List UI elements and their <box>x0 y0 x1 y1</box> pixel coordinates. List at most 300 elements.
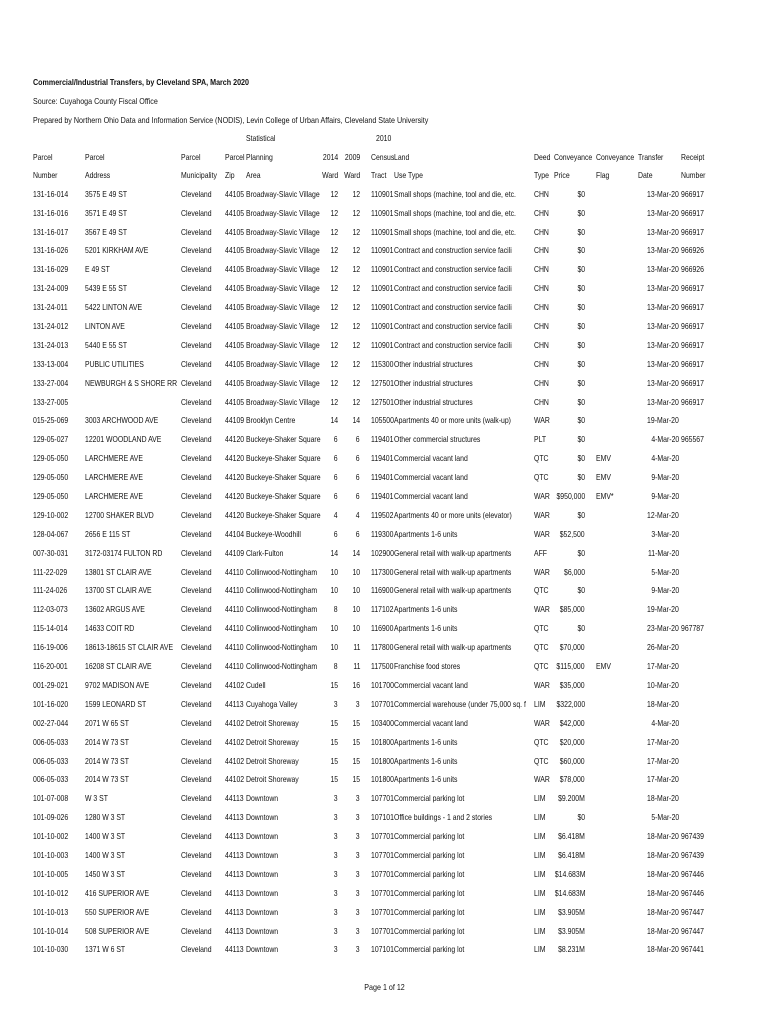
deed-type-cell: WAR <box>534 567 550 577</box>
land-use-cell: Commercial parking lot <box>394 945 465 955</box>
table-header-row-3 <box>33 167 733 186</box>
address-cell: 1280 W 3 ST <box>85 813 126 823</box>
deed-type-cell: LIM <box>534 888 546 898</box>
municipality-cell: Cleveland <box>181 869 212 879</box>
conveyance-price-cell: $9.200M <box>558 794 585 804</box>
parcel-number-cell: 131-16-014 <box>33 189 69 199</box>
planning-area-cell: Cudell <box>246 680 266 690</box>
conveyance-price-cell: $0 <box>577 397 585 407</box>
ward-2009-cell: 3 <box>356 794 360 804</box>
conveyance-price-cell: $0 <box>577 473 585 483</box>
receipt-number-cell: 967446 <box>681 869 704 879</box>
deed-type-cell: LIM <box>534 813 546 823</box>
planning-area-cell: Downtown <box>246 945 279 955</box>
municipality-cell: Cleveland <box>181 737 212 747</box>
transfer-date-cell: 19-Mar-20 <box>647 416 679 426</box>
zip-cell: 44110 <box>225 662 244 672</box>
address-cell: 1450 W 3 ST <box>85 869 126 879</box>
census-tract-cell: 117102 <box>371 605 394 615</box>
ward-2009-cell: 15 <box>352 756 360 766</box>
table-row <box>33 923 733 942</box>
conveyance-price-cell: $35,000 <box>560 680 585 690</box>
transfer-date-cell: 18-Mar-20 <box>647 907 679 917</box>
table-row <box>33 620 733 639</box>
parcel-number-cell: 129-05-050 <box>33 473 69 483</box>
column-header: Census <box>371 152 395 162</box>
address-cell: 2014 W 73 ST <box>85 775 129 785</box>
ward-2014-cell: 15 <box>330 737 338 747</box>
table-row <box>33 809 733 828</box>
ward-2014-cell: 10 <box>330 567 338 577</box>
census-tract-cell: 110901 <box>371 303 394 313</box>
planning-area-cell: Buckeye-Woodhill <box>246 529 301 539</box>
municipality-cell: Cleveland <box>181 586 212 596</box>
ward-2009-cell: 12 <box>352 189 360 199</box>
deed-type-cell: LIM <box>534 945 546 955</box>
planning-area-cell: Buckeye-Shaker Square <box>246 435 321 445</box>
conveyance-price-cell: $0 <box>577 322 585 332</box>
deed-type-cell: CHN <box>534 303 549 313</box>
parcel-number-cell: 131-24-011 <box>33 303 68 313</box>
ward-2014-cell: 12 <box>330 265 338 275</box>
parcel-number-cell: 006-05-033 <box>33 775 69 785</box>
land-use-cell: Commercial parking lot <box>394 907 465 917</box>
transfer-date-cell: 13-Mar-20 <box>647 359 679 369</box>
ward-2014-cell: 6 <box>334 454 338 464</box>
transfer-date-cell: 18-Mar-20 <box>647 926 679 936</box>
land-use-cell: Commercial parking lot <box>394 850 465 860</box>
census-tract-cell: 117300 <box>371 567 394 577</box>
deed-type-cell: CHN <box>534 189 549 199</box>
parcel-number-cell: 006-05-033 <box>33 737 69 747</box>
address-cell: 13700 ST CLAIR AVE <box>85 586 152 596</box>
column-header: Zip <box>225 171 235 181</box>
table-row <box>33 564 733 583</box>
receipt-number-cell: 966917 <box>681 208 704 218</box>
parcel-number-cell: 101-10-012 <box>33 888 69 898</box>
zip-cell: 44105 <box>225 340 245 350</box>
address-cell: 550 SUPERIOR AVE <box>85 907 150 917</box>
transfer-date-cell: 9-Mar-20 <box>651 492 679 502</box>
planning-area-cell: Cuyahoga Valley <box>246 699 298 709</box>
transfer-date-cell: 17-Mar-20 <box>647 662 679 672</box>
conveyance-price-cell: $0 <box>577 624 585 634</box>
address-cell: 9702 MADISON AVE <box>85 680 150 690</box>
parcel-number-cell: 101-10-002 <box>33 832 69 842</box>
planning-area-cell: Downtown <box>246 813 279 823</box>
column-header: Municipality <box>181 171 217 181</box>
conveyance-price-cell: $78,000 <box>560 775 585 785</box>
deed-type-cell: WAR <box>534 718 550 728</box>
conveyance-price-cell: $14.683M <box>554 888 585 898</box>
ward-2009-cell: 12 <box>352 208 360 218</box>
ward-2014-cell: 3 <box>334 832 338 842</box>
planning-area-cell: Broadway-Slavic Village <box>246 265 320 275</box>
municipality-cell: Cleveland <box>181 322 212 332</box>
ward-2014-cell: 3 <box>334 869 338 879</box>
table-row <box>33 224 733 243</box>
receipt-number-cell: 966917 <box>681 303 704 313</box>
deed-type-cell: LIM <box>534 699 546 709</box>
deed-type-cell: LIM <box>534 907 546 917</box>
conveyance-price-cell: $52,500 <box>560 529 585 539</box>
transfer-date-cell: 3-Mar-20 <box>651 529 679 539</box>
conveyance-price-cell: $0 <box>577 189 585 199</box>
ward-2014-cell: 15 <box>330 718 338 728</box>
address-cell: 13801 ST CLAIR AVE <box>85 567 152 577</box>
column-header: Deed <box>534 152 551 162</box>
receipt-number-cell: 966917 <box>681 189 704 199</box>
column-header: Parcel <box>33 152 53 162</box>
land-use-cell: Contract and construction service facili <box>394 340 512 350</box>
land-use-cell: Small shops (machine, tool and die, etc. <box>394 189 516 199</box>
planning-area-cell: Collinwood-Nottingham <box>246 662 318 672</box>
address-cell: NEWBURGH & S SHORE RR <box>85 378 178 388</box>
municipality-cell: Cleveland <box>181 756 212 766</box>
land-use-cell: Apartments 1-6 units <box>394 605 458 615</box>
address-cell: LARCHMERE AVE <box>85 492 143 502</box>
zip-cell: 44113 <box>225 850 244 860</box>
address-cell: 5439 E 55 ST <box>85 284 128 294</box>
conveyance-price-cell: $0 <box>577 227 585 237</box>
transfer-date-cell: 9-Mar-20 <box>651 586 679 596</box>
address-cell: 1599 LEONARD ST <box>85 699 147 709</box>
table-header-row-1 <box>33 130 733 149</box>
transfer-date-cell: 5-Mar-20 <box>651 567 679 577</box>
receipt-number-cell: 965567 <box>681 435 704 445</box>
census-tract-cell: 110901 <box>371 284 394 294</box>
municipality-cell: Cleveland <box>181 567 212 577</box>
ward-2014-cell: 10 <box>330 586 338 596</box>
municipality-cell: Cleveland <box>181 303 212 313</box>
planning-area-cell: Broadway-Slavic Village <box>246 359 320 369</box>
census-tract-cell: 101800 <box>371 756 394 766</box>
census-tract-cell: 119300 <box>371 529 394 539</box>
zip-cell: 44113 <box>225 945 244 955</box>
municipality-cell: Cleveland <box>181 680 212 690</box>
planning-area-cell: Detroit Shoreway <box>246 775 299 785</box>
column-header: Conveyance <box>554 152 593 162</box>
table-row <box>33 431 733 450</box>
municipality-cell: Cleveland <box>181 397 212 407</box>
table-row <box>33 375 733 394</box>
zip-cell: 44105 <box>225 284 245 294</box>
table-row <box>33 412 733 431</box>
conveyance-price-cell: $0 <box>577 246 585 256</box>
ward-2009-cell: 3 <box>356 813 360 823</box>
ward-2014-cell: 6 <box>334 529 338 539</box>
deed-type-cell: CHN <box>534 397 549 407</box>
conveyance-price-cell: $60,000 <box>560 756 585 766</box>
municipality-cell: Cleveland <box>181 775 212 785</box>
parcel-number-cell: 101-09-026 <box>33 813 69 823</box>
municipality-cell: Cleveland <box>181 605 212 615</box>
zip-cell: 44102 <box>225 680 245 690</box>
ward-2014-cell: 15 <box>330 756 338 766</box>
conveyance-price-cell: $6.418M <box>558 850 585 860</box>
ward-2014-cell: 10 <box>330 643 338 653</box>
deed-type-cell: WAR <box>534 492 550 502</box>
address-cell: 3003 ARCHWOOD AVE <box>85 416 159 426</box>
zip-cell: 44105 <box>225 359 245 369</box>
transfer-date-cell: 4-Mar-20 <box>651 435 679 445</box>
column-header: Price <box>554 171 570 181</box>
deed-type-cell: WAR <box>534 510 550 520</box>
census-tract-cell: 107701 <box>371 926 394 936</box>
zip-cell: 44102 <box>225 737 245 747</box>
ward-2014-cell: 3 <box>334 945 338 955</box>
zip-cell: 44113 <box>225 813 244 823</box>
ward-2009-cell: 11 <box>352 662 360 672</box>
column-header: 2009 <box>344 152 360 162</box>
conveyance-price-cell: $3.905M <box>558 907 585 917</box>
parcel-number-cell: 101-07-008 <box>33 794 69 804</box>
ward-2014-cell: 12 <box>330 227 338 237</box>
ward-2014-cell: 12 <box>330 303 338 313</box>
census-tract-cell: 110901 <box>371 265 394 275</box>
transfer-date-cell: 13-Mar-20 <box>647 227 679 237</box>
census-tract-cell: 127501 <box>371 378 394 388</box>
planning-area-cell: Broadway-Slavic Village <box>246 246 320 256</box>
transfer-date-cell: 13-Mar-20 <box>647 303 679 313</box>
ward-2009-cell: 12 <box>352 265 360 275</box>
ward-2009-cell: 12 <box>352 359 360 369</box>
transfer-date-cell: 18-Mar-20 <box>647 832 679 842</box>
land-use-cell: Contract and construction service facili <box>394 322 512 332</box>
census-tract-cell: 116900 <box>371 624 394 634</box>
zip-cell: 44102 <box>225 775 245 785</box>
transfer-date-cell: 13-Mar-20 <box>647 265 679 275</box>
deed-type-cell: QTC <box>534 624 549 634</box>
ward-2014-cell: 3 <box>334 926 338 936</box>
parcel-number-cell: 131-16-026 <box>33 246 69 256</box>
transfer-date-cell: 13-Mar-20 <box>647 208 679 218</box>
ward-2014-cell: 3 <box>334 907 338 917</box>
planning-area-cell: Collinwood-Nottingham <box>246 605 318 615</box>
planning-area-cell: Detroit Shoreway <box>246 718 299 728</box>
ward-2014-cell: 15 <box>330 775 338 785</box>
conveyance-price-cell: $0 <box>577 359 585 369</box>
census-tract-cell: 101800 <box>371 737 394 747</box>
ward-2014-cell: 4 <box>334 510 338 520</box>
address-cell: 13602 ARGUS AVE <box>85 605 145 615</box>
address-cell: 1400 W 3 ST <box>85 850 126 860</box>
receipt-number-cell: 967439 <box>681 832 704 842</box>
transfer-date-cell: 13-Mar-20 <box>647 340 679 350</box>
column-header: Parcel <box>85 152 105 162</box>
parcel-number-cell: 131-16-029 <box>33 265 69 275</box>
table-row <box>33 582 733 601</box>
conveyance-price-cell: $115,000 <box>556 662 585 672</box>
land-use-cell: Apartments 40 or more units (walk-up) <box>394 416 511 426</box>
land-use-cell: Other industrial structures <box>394 397 473 407</box>
transfer-date-cell: 18-Mar-20 <box>647 888 679 898</box>
conveyance-flag-cell: EMV <box>596 454 611 464</box>
parcel-number-cell: 133-27-005 <box>33 397 69 407</box>
column-header: Transfer <box>638 152 664 162</box>
page-number: Page 1 of 12 <box>364 982 406 992</box>
zip-cell: 44113 <box>225 926 244 936</box>
ward-2009-cell: 12 <box>352 227 360 237</box>
census-tract-cell: 110901 <box>371 208 394 218</box>
ward-2014-cell: 14 <box>330 416 338 426</box>
transfer-date-cell: 4-Mar-20 <box>651 718 679 728</box>
census-tract-cell: 119401 <box>371 435 394 445</box>
municipality-cell: Cleveland <box>181 284 212 294</box>
municipality-cell: Cleveland <box>181 378 212 388</box>
ward-2009-cell: 15 <box>352 718 360 728</box>
zip-cell: 44110 <box>225 567 244 577</box>
ward-2009-cell: 12 <box>352 378 360 388</box>
ward-2009-cell: 10 <box>352 624 360 634</box>
column-header: Land <box>394 152 410 162</box>
zip-cell: 44113 <box>225 699 244 709</box>
ward-2009-cell: 15 <box>352 737 360 747</box>
zip-cell: 44120 <box>225 492 245 502</box>
land-use-cell: Apartments 1-6 units <box>394 529 458 539</box>
receipt-number-cell: 966917 <box>681 378 704 388</box>
address-cell: 3567 E 49 ST <box>85 227 128 237</box>
ward-2014-cell: 3 <box>334 813 338 823</box>
planning-area-cell: Buckeye-Shaker Square <box>246 510 321 520</box>
conveyance-price-cell: $322,000 <box>556 699 585 709</box>
ward-2014-cell: 12 <box>330 322 338 332</box>
receipt-number-cell: 967447 <box>681 926 704 936</box>
parcel-number-cell: 112-03-073 <box>33 605 68 615</box>
address-cell: W 3 ST <box>85 794 108 804</box>
transfer-date-cell: 13-Mar-20 <box>647 322 679 332</box>
land-use-cell: General retail with walk-up apartments <box>394 586 512 596</box>
column-header: Receipt <box>681 152 705 162</box>
receipt-number-cell: 966917 <box>681 284 704 294</box>
column-header: Statistical <box>246 134 276 143</box>
address-cell: 416 SUPERIOR AVE <box>85 888 150 898</box>
planning-area-cell: Broadway-Slavic Village <box>246 322 320 332</box>
transfer-date-cell: 11-Mar-20 <box>647 548 679 558</box>
municipality-cell: Cleveland <box>181 926 212 936</box>
transfer-date-cell: 4-Mar-20 <box>651 454 679 464</box>
parcel-number-cell: 101-10-030 <box>33 945 69 955</box>
transfer-date-cell: 18-Mar-20 <box>647 794 679 804</box>
census-tract-cell: 117800 <box>371 643 394 653</box>
address-cell: 1371 W 6 ST <box>85 945 126 955</box>
deed-type-cell: QTC <box>534 662 549 672</box>
deed-type-cell: LIM <box>534 926 546 936</box>
census-tract-cell: 110901 <box>371 227 394 237</box>
planning-area-cell: Buckeye-Shaker Square <box>246 492 321 502</box>
parcel-number-cell: 133-27-004 <box>33 378 69 388</box>
zip-cell: 44120 <box>225 454 245 464</box>
receipt-number-cell: 966917 <box>681 227 704 237</box>
address-cell: 12700 SHAKER BLVD <box>85 510 154 520</box>
receipt-number-cell: 966926 <box>681 246 704 256</box>
planning-area-cell: Downtown <box>246 888 279 898</box>
deed-type-cell: WAR <box>534 775 550 785</box>
planning-area-cell: Downtown <box>246 794 279 804</box>
census-tract-cell: 119401 <box>371 492 394 502</box>
receipt-number-cell: 966917 <box>681 359 704 369</box>
ward-2014-cell: 6 <box>334 492 338 502</box>
land-use-cell: Commercial parking lot <box>394 794 465 804</box>
parcel-number-cell: 131-16-017 <box>33 227 69 237</box>
census-tract-cell: 101700 <box>371 680 394 690</box>
census-tract-cell: 110901 <box>371 246 394 256</box>
planning-area-cell: Collinwood-Nottingham <box>246 624 318 634</box>
parcel-number-cell: 101-10-003 <box>33 850 69 860</box>
ward-2009-cell: 4 <box>356 510 360 520</box>
land-use-cell: Commercial vacant land <box>394 492 468 502</box>
parcel-number-cell: 131-24-012 <box>33 322 69 332</box>
municipality-cell: Cleveland <box>181 435 212 445</box>
transfer-date-cell: 26-Mar-20 <box>647 643 679 653</box>
conveyance-price-cell: $0 <box>577 454 585 464</box>
land-use-cell: Apartments 1-6 units <box>394 737 458 747</box>
census-tract-cell: 110901 <box>371 189 394 199</box>
transfer-date-cell: 10-Mar-20 <box>647 680 679 690</box>
ward-2009-cell: 3 <box>356 699 360 709</box>
land-use-cell: Commercial vacant land <box>394 718 468 728</box>
planning-area-cell: Collinwood-Nottingham <box>246 643 318 653</box>
column-header: Flag <box>596 171 610 181</box>
conveyance-price-cell: $3.905M <box>558 926 585 936</box>
table-row <box>33 507 733 526</box>
conveyance-price-cell: $42,000 <box>560 718 585 728</box>
land-use-cell: Franchise food stores <box>394 662 461 672</box>
conveyance-price-cell: $0 <box>577 435 585 445</box>
ward-2014-cell: 3 <box>334 888 338 898</box>
land-use-cell: Commercial parking lot <box>394 926 465 936</box>
parcel-number-cell: 128-04-067 <box>33 529 69 539</box>
table-row <box>33 242 733 261</box>
report-title: Commercial/Industrial Transfers, by Cleveland SPA, March 2020 <box>33 77 249 87</box>
ward-2009-cell: 3 <box>356 926 360 936</box>
census-tract-cell: 119401 <box>371 454 394 464</box>
conveyance-price-cell: $0 <box>577 284 585 294</box>
zip-cell: 44105 <box>225 227 245 237</box>
ward-2009-cell: 12 <box>352 284 360 294</box>
land-use-cell: Commercial parking lot <box>394 869 465 879</box>
ward-2009-cell: 6 <box>356 473 360 483</box>
transfer-date-cell: 23-Mar-20 <box>647 624 679 634</box>
planning-area-cell: Downtown <box>246 832 279 842</box>
municipality-cell: Cleveland <box>181 850 212 860</box>
ward-2009-cell: 12 <box>352 303 360 313</box>
ward-2014-cell: 12 <box>330 340 338 350</box>
census-tract-cell: 107701 <box>371 794 394 804</box>
table-row <box>33 753 733 772</box>
transfer-date-cell: 13-Mar-20 <box>647 378 679 388</box>
zip-cell: 44113 <box>225 907 244 917</box>
planning-area-cell: Broadway-Slavic Village <box>246 208 320 218</box>
address-cell: 2014 W 73 ST <box>85 756 129 766</box>
ward-2014-cell: 12 <box>330 189 338 199</box>
municipality-cell: Cleveland <box>181 208 212 218</box>
report-source: Source: Cuyahoga County Fiscal Office <box>33 96 158 106</box>
land-use-cell: Commercial vacant land <box>394 454 468 464</box>
planning-area-cell: Broadway-Slavic Village <box>246 227 320 237</box>
address-cell: 5422 LINTON AVE <box>85 303 143 313</box>
table-row <box>33 337 733 356</box>
transfer-date-cell: 18-Mar-20 <box>647 869 679 879</box>
receipt-number-cell: 966917 <box>681 322 704 332</box>
deed-type-cell: LIM <box>534 794 546 804</box>
land-use-cell: Commercial vacant land <box>394 473 468 483</box>
address-cell: 508 SUPERIOR AVE <box>85 926 150 936</box>
conveyance-flag-cell: EMV* <box>596 492 614 502</box>
zip-cell: 44105 <box>225 378 245 388</box>
deed-type-cell: CHN <box>534 284 549 294</box>
parcel-number-cell: 129-05-050 <box>33 454 69 464</box>
